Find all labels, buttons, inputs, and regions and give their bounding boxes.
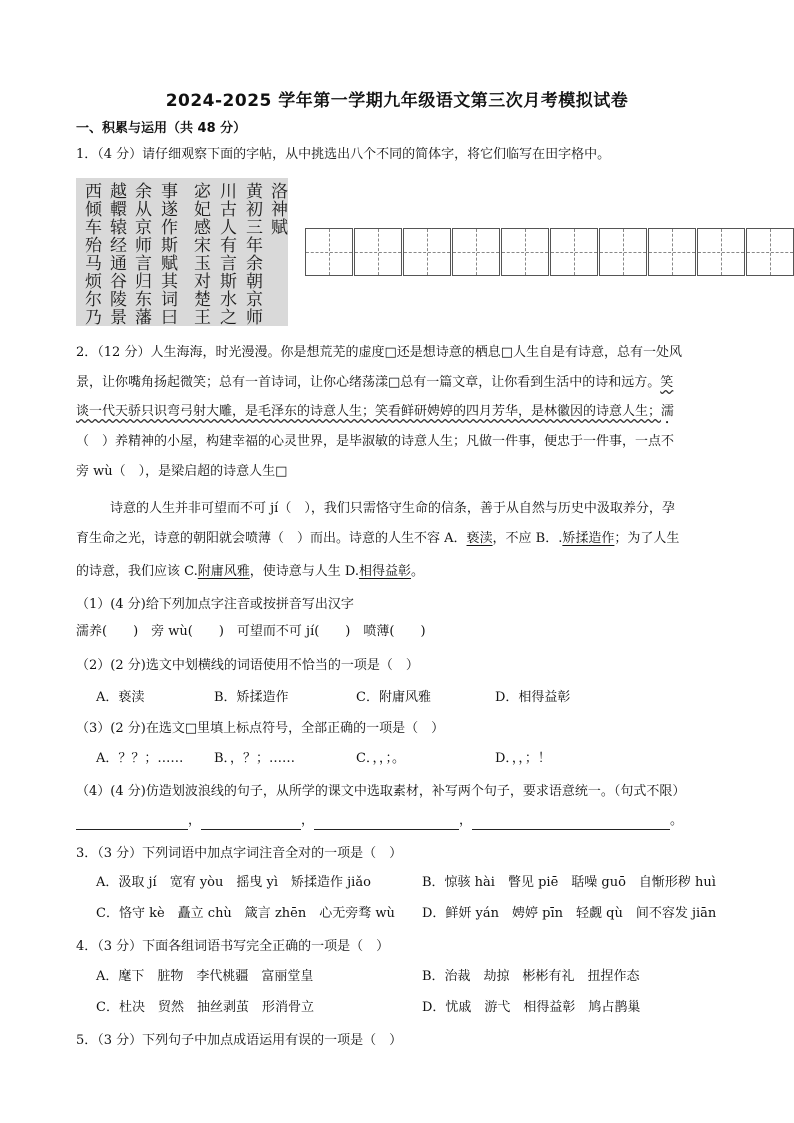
page-title: 2024-2025 学年第一学期九年级语文第三次月考模拟试卷: [165, 91, 629, 111]
option-a[interactable]: A．汲取 jí 宽宥 yòu 摇曳 yì 矫揉造作 jiǎo: [96, 875, 371, 890]
passage-text: 育生命之光，诗意的朝阳就会喷薄（ ）而出。诗意的人生不容 A．: [76, 531, 467, 546]
option-a[interactable]: A．？？；……: [96, 751, 184, 766]
calligraphy-column: 洛神赋: [267, 182, 287, 236]
tianzige-cell[interactable]: [648, 228, 696, 276]
question-2-line: 2．（12 分）人生海海，时光漫漫。你是想荒芜的虚度□还是想诗意的栖息□人生自是有诗意，总有一处风: [76, 345, 683, 360]
dotted-char: 濡: [661, 404, 675, 419]
tianzige-cell[interactable]: [403, 228, 451, 276]
option-a[interactable]: A．亵渎: [96, 690, 145, 705]
option-c[interactable]: C．杜决 贸然 抽丝剥茧 形消骨立: [96, 1000, 314, 1015]
sentence-end: 。: [670, 813, 684, 828]
passage-text: 。: [411, 564, 425, 579]
subquestion-1-items: 濡养( ) 旁 wù( ) 可望而不可 jí( ) 喷薄( ): [76, 624, 426, 639]
calligraphy-column: 黄初三年余朝京师: [242, 182, 262, 326]
option-d[interactable]: D．鲜妍 yán 娉婷 pīn 轻觑 qù 间不容发 jiān: [422, 906, 717, 921]
question-2-line: （ ）养精神的小屋，构建幸福的心灵世界，是毕淑敏的诗意人生；凡做一件事，便忠于一件事，一点不: [76, 434, 675, 449]
answer-blank[interactable]: [201, 815, 301, 830]
wavy-sentence: 笑: [660, 375, 674, 390]
question-2-line: 诗意的人生并非可望而不可 jí（ ），我们只需恪守生命的信条，善于从自然与历史中汲取养分，孕: [110, 501, 675, 516]
option-c[interactable]: C．，，；。: [356, 751, 405, 766]
calligraphy-column: 西倾车殆马烦尔乃: [81, 182, 101, 326]
subquestion-3: （3）(2 分)在选文□里填上标点符号，全部正确的一项是（ ）: [76, 721, 445, 736]
question-2-line: 旁 wù（ ），是梁启超的诗意人生□: [76, 464, 288, 479]
calligraphy-column: 越轘辕经通谷陵景: [106, 182, 126, 326]
question-2-line: [76, 530, 679, 548]
passage-text: ，不应 B．.: [492, 531, 563, 546]
answer-blank[interactable]: [314, 815, 459, 830]
calligraphy-column: 川古人有言斯水之: [216, 182, 236, 326]
calligraphy-column: 余从京师言归东藩: [131, 182, 151, 326]
question-2-line: [76, 403, 674, 427]
passage-text: ，使诗意与人生 D.: [249, 564, 359, 579]
passage-text: 的诗意，我们应该 C.: [76, 564, 198, 579]
option-d[interactable]: D．忧戚 游弋 相得益彰 鸠占鹊巢: [422, 1000, 641, 1015]
question-4-stem: 4．（3 分）下面各组词语书写完全正确的一项是（ ）: [76, 939, 390, 954]
underlined-word: 附庸风雅: [197, 564, 250, 579]
tianzige-cell[interactable]: [746, 228, 794, 276]
answer-blank[interactable]: [76, 815, 188, 830]
calligraphy-image: [76, 178, 288, 326]
tianzige-cell[interactable]: [452, 228, 500, 276]
question-2-line: [76, 374, 673, 392]
question-2-line: [76, 563, 424, 581]
subquestion-1: （1）(4 分)给下列加点字注音或按拼音写出汉字: [76, 597, 354, 612]
subquestion-2: （2）(2 分)选文中划横线的词语使用不恰当的一项是（ ）: [76, 658, 419, 673]
question-1-stem: 1．（4 分）请仔细观察下面的字帖，从中挑选出八个不同的简体字，将它们临写在田字格中。: [76, 147, 611, 162]
option-c[interactable]: C．恪守 kè 矗立 chù 箴言 zhēn 心无旁骛 wù: [96, 906, 395, 921]
passage-text: 景，让你嘴角扬起微笑；总有一首诗词，让你心绪荡漾□总有一篇文章，让你看到生活中的诗和远方。: [76, 375, 661, 390]
underlined-word: 亵渎: [466, 531, 493, 546]
answer-blanks: ， ， ， 。: [76, 812, 683, 830]
tianzige-cell[interactable]: [599, 228, 647, 276]
passage-text: ；为了人生: [614, 531, 680, 546]
subquestion-4: （4）(4 分)仿造划波浪线的句子，从所学的课文中选取素材，补写两个句子，要求语意统一。（句式不限）: [76, 784, 686, 799]
option-d[interactable]: D．，，；！: [495, 751, 551, 766]
tianzige-grid: [305, 228, 794, 276]
calligraphy-column: 事遂作斯赋其词曰: [157, 182, 177, 326]
answer-blank[interactable]: [472, 815, 670, 830]
option-b[interactable]: B．矫揉造作: [214, 690, 289, 705]
underlined-word: 相得益彰: [359, 564, 412, 579]
tianzige-cell[interactable]: [550, 228, 598, 276]
question-5-stem: 5．（3 分）下列句子中加点成语运用有误的一项是（ ）: [76, 1033, 403, 1048]
calligraphy-column: 宓妃感宋玉对楚王: [190, 182, 210, 326]
section-heading: 一、积累与运用（共 48 分）: [76, 121, 247, 136]
wavy-sentence: 谈一代天骄只识弯弓射大雕，是毛泽东的诗意人生；笑看鲜研娉婷的四月芳华，是林徽因的诗意人生；: [76, 404, 662, 419]
option-c[interactable]: C．附庸风雅: [356, 690, 431, 705]
option-b[interactable]: B．，？；……: [214, 751, 296, 766]
tianzige-cell[interactable]: [501, 228, 549, 276]
tianzige-cell[interactable]: [697, 228, 745, 276]
option-a[interactable]: A．麾下 脏物 李代桃疆 富丽堂皇: [96, 969, 314, 984]
option-b[interactable]: B．治裁 劫掠 彬彬有礼 扭捏作态: [422, 969, 640, 984]
tianzige-cell[interactable]: [305, 228, 353, 276]
option-d[interactable]: D．相得益彰: [495, 690, 571, 705]
underlined-word: 矫揉造作: [562, 531, 615, 546]
question-3-stem: 3．（3 分）下列词语中加点字词注音全对的一项是（ ）: [76, 846, 403, 861]
tianzige-cell[interactable]: [354, 228, 402, 276]
option-b[interactable]: B．惊骇 hài 瞥见 piē 聒噪 guō 自惭形秽 huì: [422, 875, 716, 890]
